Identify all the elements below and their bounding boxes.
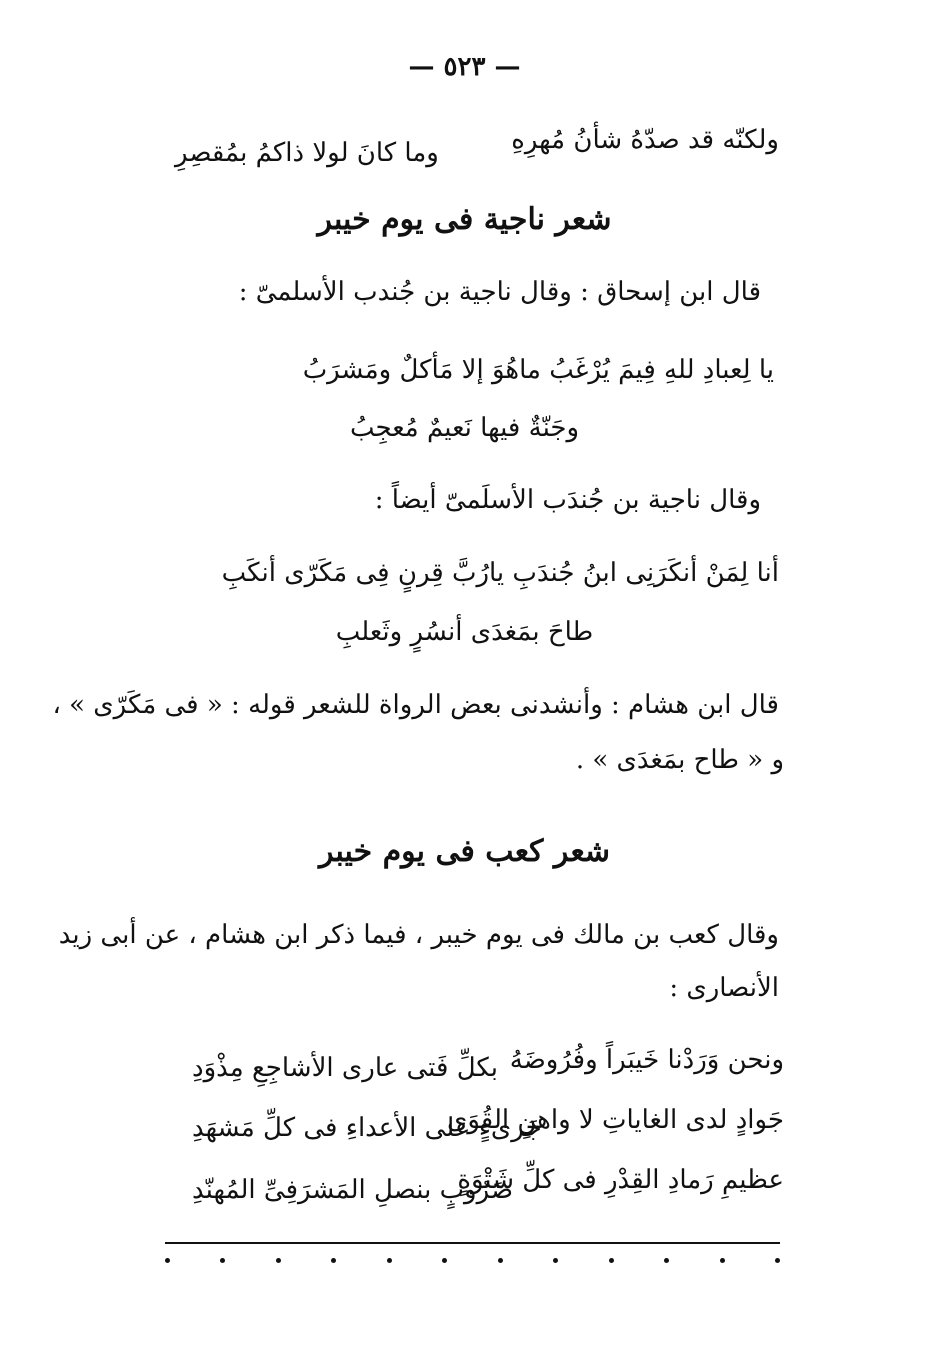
footer-dot <box>664 1258 669 1263</box>
note-line-1: قال ابن هشام : وأنشدنى بعض الرواة للشعر قوله : « فى مَكَرّى » ، <box>52 690 779 720</box>
footer-dot <box>220 1258 225 1263</box>
page-number: — ٥٢٣ — <box>408 52 521 82</box>
verse-kaab-2-first-hemistich: جَوادٍ لدى الغاياتِ لا واهنِ القُوَى <box>447 1105 784 1135</box>
footer-dot <box>720 1258 725 1263</box>
verse-kaab-1-second-hemistich: بكلِّ فَتى عارى الأشاجِعِ مِذْوَدِ <box>192 1053 499 1083</box>
verse-kaab-3-second-hemistich: ضَرُوبٍ بنصلِ المَشرَفِىِّ المُهنّدِ <box>192 1175 514 1205</box>
verse-kaab-2-second-hemistich: جَرىءٍ على الأعداءِ فى كلِّ مَشهَدِ <box>192 1113 542 1143</box>
intro-kaab-line-1: وقال كعب بن مالك فى يوم خيبر ، فيما ذكر ابن هشام ، عن أبى زيد <box>58 920 779 950</box>
verse-najiya-2-line-1: أنا لِمَنْ أنكَرَنِى ابنُ جُندَبِ يارُبَّ قِرنٍ فِى مَكَرّى أنكَبِ <box>221 558 779 588</box>
footer-rule <box>165 1242 780 1244</box>
section-heading-kaab: شعر كعب فى يوم خيبر <box>318 834 611 869</box>
footer-dot <box>775 1258 780 1263</box>
verse-najiya-2-line-2: طاحَ بمَغدَى أنسُرٍ وثَعلبِ <box>335 617 594 647</box>
footer-dots <box>165 1245 780 1275</box>
footer-dot <box>553 1258 558 1263</box>
intro-najiya-2: وقال ناجية بن جُندَب الأسلَمىّ أيضاً : <box>374 485 761 515</box>
verse-kaab-3-first-hemistich: عظيمِ رَمادِ القِدْرِ فى كلِّ شَتْوَةٍ <box>457 1165 784 1195</box>
footer-dot <box>331 1258 336 1263</box>
top-verse-first-hemistich: ولكنّه قد صدّهُ شأنُ مُهرِهِ <box>511 125 779 155</box>
footer-dot <box>165 1258 170 1263</box>
verse-najiya-1-line-1: يا لِعبادِ للهِ فِيمَ يُرْغَبُ ماهُوَ إلا مَأكلٌ ومَشرَبُ <box>302 355 774 385</box>
footer-dot <box>498 1258 503 1263</box>
verse-najiya-1-line-2: وجَنّةٌ فيها نَعيمٌ مُعجِبُ <box>349 413 580 443</box>
footer-dot <box>387 1258 392 1263</box>
footer-dot <box>609 1258 614 1263</box>
top-verse-second-hemistich: وما كانَ لولا ذاكمُ بمُقصِرِ <box>175 138 439 168</box>
footer-dot <box>276 1258 281 1263</box>
intro-kaab-line-2: الأنصارى : <box>669 973 779 1003</box>
note-line-2: و « طاح بمَغدَى » . <box>575 745 784 775</box>
section-heading-najiya: شعر ناجية فى يوم خيبر <box>317 202 612 237</box>
intro-najiya: قال ابن إسحاق : وقال ناجية بن جُندب الأسلمىّ : <box>238 277 761 307</box>
footer-dot <box>442 1258 447 1263</box>
verse-kaab-1-first-hemistich: ونحن وَرَدْنا خَيبَراً وفُرُوضَهُ <box>509 1045 784 1075</box>
